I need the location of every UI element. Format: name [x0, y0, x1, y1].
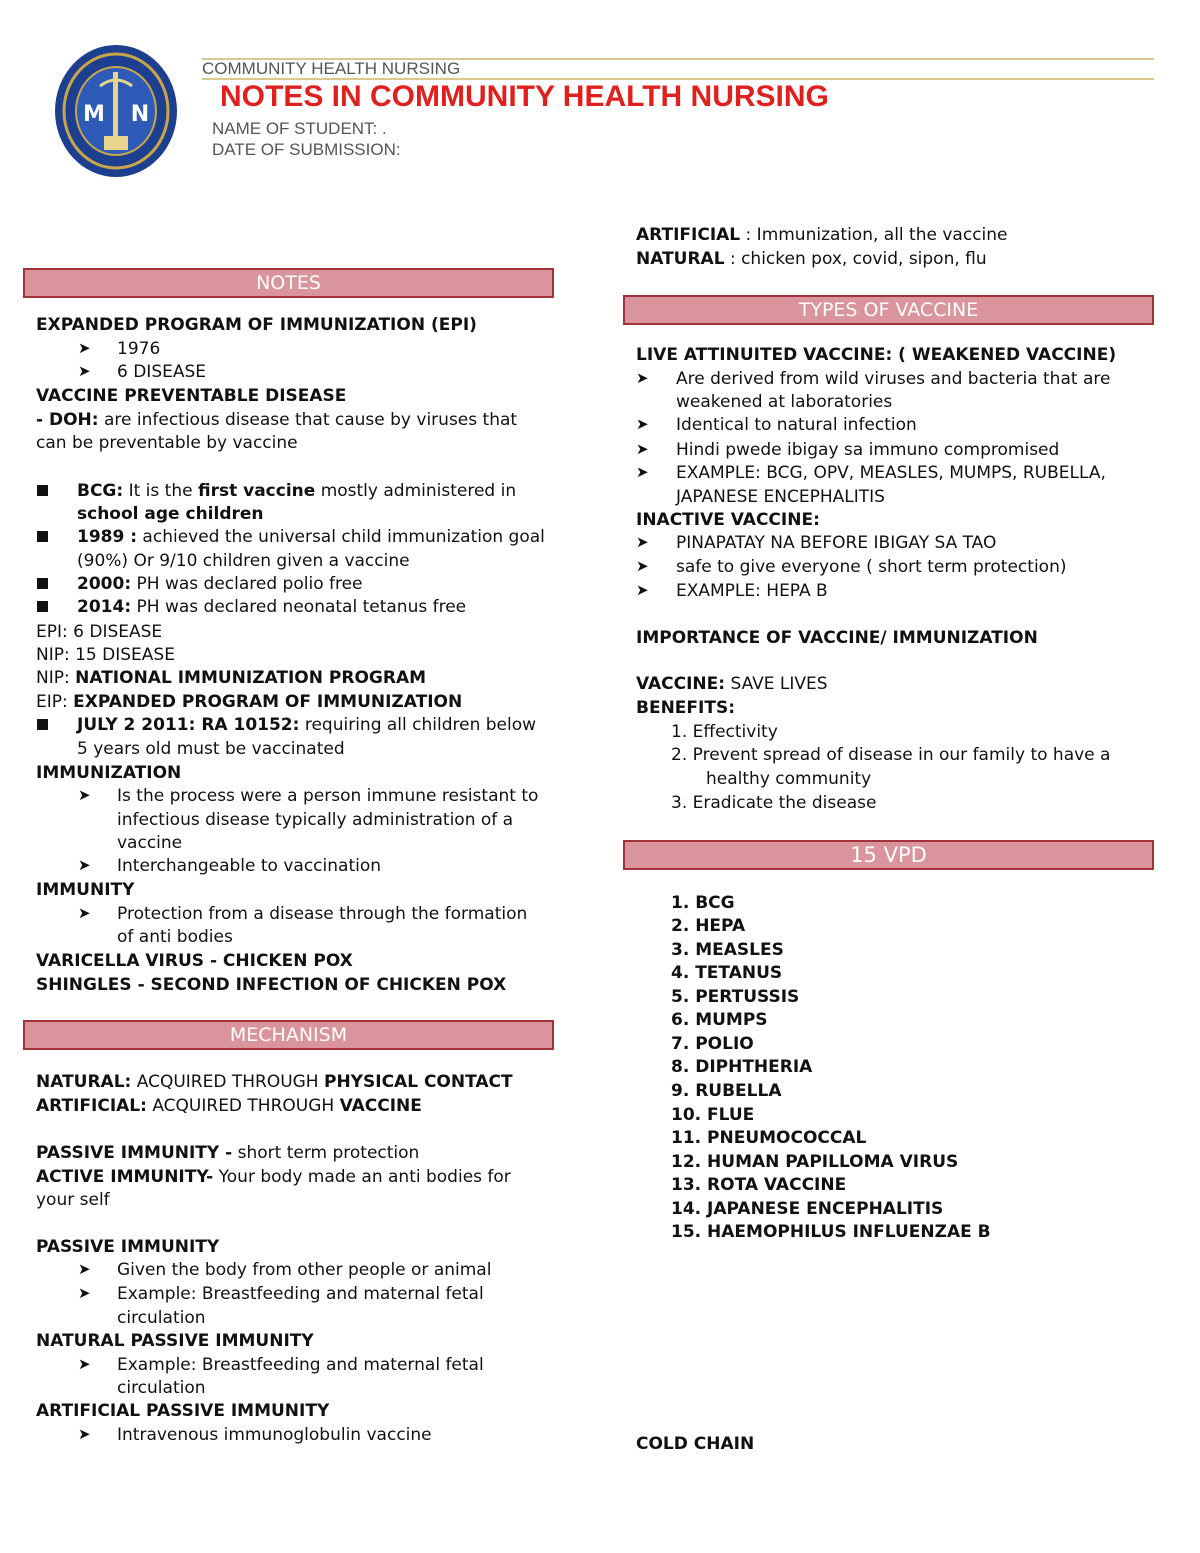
epi-item: 6 DISEASE — [117, 362, 207, 382]
artificial-text: : Immunization, all the vaccine — [740, 225, 1008, 245]
mechanism-section-bar: MECHANISM — [23, 1020, 554, 1050]
passive-immunity-heading: PASSIVE IMMUNITY — [36, 1237, 220, 1257]
arrow-bullet-icon: ➤ — [78, 786, 91, 804]
artificial-acquired-line — [36, 1095, 422, 1117]
benefit-item: 2. Prevent spread of disease in our family to have a — [671, 745, 1111, 765]
epi-heading: EXPANDED PROGRAM OF IMMUNIZATION (EPI) — [36, 315, 477, 335]
arrow-bullet-icon: ➤ — [636, 463, 649, 481]
y2014-label: 2014: — [77, 597, 132, 617]
doh-line-2: can be preventable by vaccine — [36, 433, 298, 453]
square-bullet-icon — [37, 485, 48, 496]
active-line — [36, 1166, 511, 1188]
immunization-heading: IMMUNIZATION — [36, 763, 182, 783]
y2000-line — [77, 573, 363, 595]
ra-line — [77, 714, 536, 736]
arrow-bullet-icon: ➤ — [636, 415, 649, 433]
live-vaccine-item: weakened at laboratories — [676, 392, 893, 412]
benefit-item: healthy community — [706, 769, 872, 789]
vpd-list-item: 12. HUMAN PAPILLOMA VIRUS — [671, 1152, 959, 1172]
vpd-list-item: 3. MEASLES — [671, 940, 784, 960]
vpd-list-item: 14. JAPANESE ENCEPHALITIS — [671, 1199, 944, 1219]
vpd-list-item: 15. HAEMOPHILUS INFLUENZAE B — [671, 1222, 991, 1242]
square-bullet-icon — [37, 719, 48, 730]
arrow-bullet-icon: ➤ — [78, 362, 91, 380]
logo-letter-n: N — [130, 102, 150, 127]
benefit-item: 1. Effectivity — [671, 722, 778, 742]
bcg-bold: first vaccine — [197, 481, 316, 501]
student-name-field: NAME OF STUDENT: . — [212, 119, 387, 138]
natural-label: NATURAL: — [36, 1072, 132, 1092]
benefit-item: 3. Eradicate the disease — [671, 793, 877, 813]
arrow-bullet-icon: ➤ — [636, 581, 649, 599]
vpd-list-item: 8. DIPHTHERIA — [671, 1057, 813, 1077]
live-vaccine-heading: LIVE ATTINUITED VACCINE: ( WEAKENED VACCINE) — [636, 345, 1117, 365]
doh-label: - DOH: — [36, 410, 99, 430]
y1989-text: achieved the universal child immunization goal — [137, 527, 545, 547]
artificial-bold: VACCINE — [339, 1096, 422, 1116]
passive-text: short term protection — [232, 1143, 420, 1163]
shingles-line: SHINGLES - SECOND INFECTION OF CHICKEN POX — [36, 975, 507, 995]
arrow-bullet-icon: ➤ — [78, 856, 91, 874]
document-title: NOTES IN COMMUNITY HEALTH NURSING — [220, 80, 829, 113]
square-bullet-icon — [37, 578, 48, 589]
types-of-vaccine-bar: TYPES OF VACCINE — [623, 295, 1154, 325]
bcg-line-2: school age children — [77, 504, 264, 524]
inactive-vaccine-item: safe to give everyone ( short term protection) — [676, 557, 1067, 577]
nip-label: NIP: — [36, 668, 76, 688]
active-line-2: your self — [36, 1190, 110, 1210]
nip-line — [36, 667, 426, 689]
y2014-text: PH was declared neonatal tetanus free — [131, 597, 467, 617]
varicella-line: VARICELLA VIRUS - CHICKEN POX — [36, 951, 353, 971]
live-vaccine-item: EXAMPLE: BCG, OPV, MEASLES, MUMPS, RUBELLA, — [676, 463, 1106, 483]
cold-chain-heading: COLD CHAIN — [636, 1434, 755, 1454]
arrow-bullet-icon: ➤ — [78, 1284, 91, 1302]
live-vaccine-item: JAPANESE ENCEPHALITIS — [676, 487, 885, 507]
arrow-bullet-icon: ➤ — [78, 904, 91, 922]
passive-item: circulation — [117, 1308, 206, 1328]
ra-label: JULY 2 2011: RA 10152: — [77, 715, 300, 735]
immunity-item: of anti bodies — [117, 927, 233, 947]
bcg-line — [77, 480, 516, 502]
immunization-item: Is the process were a person immune resistant to — [117, 786, 539, 806]
arrow-bullet-icon: ➤ — [78, 1260, 91, 1278]
vpd-list-item: 13. ROTA VACCINE — [671, 1175, 847, 1195]
notes-section-bar: NOTES — [23, 268, 554, 298]
natural-text: ACQUIRED THROUGH — [131, 1072, 324, 1092]
vaccine-text: SAVE LIVES — [725, 674, 828, 694]
vpd-list-item: 7. POLIO — [671, 1034, 754, 1054]
vpd-list-item: 2. HEPA — [671, 916, 746, 936]
bcg-text: mostly administered in — [315, 481, 517, 501]
nip-disease-count: NIP: 15 DISEASE — [36, 645, 175, 665]
passive-label: PASSIVE IMMUNITY - — [36, 1143, 233, 1163]
natural-acquired-line — [36, 1071, 513, 1093]
vpd-section-bar: 15 VPD — [623, 840, 1154, 870]
epi-item: 1976 — [117, 339, 161, 359]
artificial-passive-item: Intravenous immunoglobulin vaccine — [117, 1425, 432, 1445]
eip-label: EIP: — [36, 692, 74, 712]
natural-bold: PHYSICAL CONTACT — [324, 1072, 513, 1092]
arrow-bullet-icon: ➤ — [636, 557, 649, 575]
benefits-heading: BENEFITS: — [636, 698, 735, 718]
vpd-list-item: 1. BCG — [671, 893, 735, 913]
arrow-bullet-icon: ➤ — [78, 339, 91, 357]
natural-label: NATURAL — [636, 249, 725, 269]
passive-item: Example: Breastfeeding and maternal fetal — [117, 1284, 484, 1304]
active-label: ACTIVE IMMUNITY- — [36, 1167, 214, 1187]
natural-text: : chicken pox, covid, sipon, flu — [724, 249, 987, 269]
live-vaccine-item: Hindi pwede ibigay sa immuno compromised — [676, 440, 1060, 460]
vpd-heading: VACCINE PREVENTABLE DISEASE — [36, 386, 347, 406]
artificial-passive-heading: ARTIFICIAL PASSIVE IMMUNITY — [36, 1401, 330, 1421]
ra-line-2: 5 years old must be vaccinated — [77, 739, 345, 759]
vaccine-saves-lives-line — [636, 673, 828, 695]
arrow-bullet-icon: ➤ — [636, 533, 649, 551]
vpd-list-item: 11. PNEUMOCOCCAL — [671, 1128, 867, 1148]
natural-passive-item: Example: Breastfeeding and maternal fetal — [117, 1355, 484, 1375]
y2000-text: PH was declared polio free — [131, 574, 363, 594]
inactive-vaccine-item: EXAMPLE: HEPA B — [676, 581, 828, 601]
natural-passive-item: circulation — [117, 1378, 206, 1398]
artificial-label: ARTIFICIAL — [636, 225, 741, 245]
y2000-label: 2000: — [77, 574, 132, 594]
live-vaccine-item: Are derived from wild viruses and bacteria that are — [676, 369, 1111, 389]
nip-full: NATIONAL IMMUNIZATION PROGRAM — [75, 668, 427, 688]
artificial-label: ARTIFICIAL: — [36, 1096, 147, 1116]
arrow-bullet-icon: ➤ — [78, 1425, 91, 1443]
ra-text: requiring all children below — [299, 715, 537, 735]
passive-item: Given the body from other people or animal — [117, 1260, 492, 1280]
immunization-item: Interchangeable to vaccination — [117, 856, 382, 876]
vpd-list-item: 4. TETANUS — [671, 963, 783, 983]
eip-full: EXPANDED PROGRAM OF IMMUNIZATION — [73, 692, 463, 712]
importance-heading: IMPORTANCE OF VACCINE/ IMMUNIZATION — [636, 628, 1038, 648]
vaccine-label: VACCINE: — [636, 674, 726, 694]
school-seal-logo — [54, 44, 178, 178]
y1989-label: 1989 : — [77, 527, 138, 547]
doh-line — [36, 409, 517, 431]
square-bullet-icon — [37, 601, 48, 612]
epi-disease-count: EPI: 6 DISEASE — [36, 622, 163, 642]
artificial-text: ACQUIRED THROUGH — [146, 1096, 340, 1116]
vpd-list-item: 10. FLUE — [671, 1105, 755, 1125]
arrow-bullet-icon: ➤ — [636, 440, 649, 458]
submission-date-field: DATE OF SUBMISSION: — [212, 140, 401, 159]
square-bullet-icon — [37, 531, 48, 542]
bcg-label: BCG: — [77, 481, 124, 501]
immunity-heading: IMMUNITY — [36, 880, 135, 900]
immunization-item: vaccine — [117, 833, 183, 853]
immunization-item: infectious disease typically administration of a — [117, 810, 514, 830]
inactive-vaccine-heading: INACTIVE VACCINE: — [636, 510, 820, 530]
eip-line — [36, 691, 462, 713]
live-vaccine-item: Identical to natural infection — [676, 415, 917, 435]
inactive-vaccine-item: PINAPATAY NA BEFORE IBIGAY SA TAO — [676, 533, 997, 553]
vpd-list-item: 5. PERTUSSIS — [671, 987, 800, 1007]
arrow-bullet-icon: ➤ — [78, 1355, 91, 1373]
natural-immunization-line — [636, 248, 987, 270]
bcg-text: It is the — [123, 481, 198, 501]
immunity-item: Protection from a disease through the formation — [117, 904, 528, 924]
passive-line — [36, 1142, 419, 1164]
doh-text: are infectious disease that cause by viruses that — [98, 410, 518, 430]
logo-letter-m: M — [83, 102, 105, 127]
y1989-line-2: (90%) Or 9/10 children given a vaccine — [77, 551, 410, 571]
vpd-list-item: 9. RUBELLA — [671, 1081, 782, 1101]
course-name: COMMUNITY HEALTH NURSING — [202, 59, 461, 78]
vpd-list-item: 6. MUMPS — [671, 1010, 768, 1030]
arrow-bullet-icon: ➤ — [636, 369, 649, 387]
artificial-immunization-line — [636, 224, 1008, 246]
active-text: Your body made an anti bodies for — [213, 1167, 511, 1187]
y2014-line — [77, 596, 466, 618]
y1989-line — [77, 526, 545, 548]
natural-passive-heading: NATURAL PASSIVE IMMUNITY — [36, 1331, 314, 1351]
